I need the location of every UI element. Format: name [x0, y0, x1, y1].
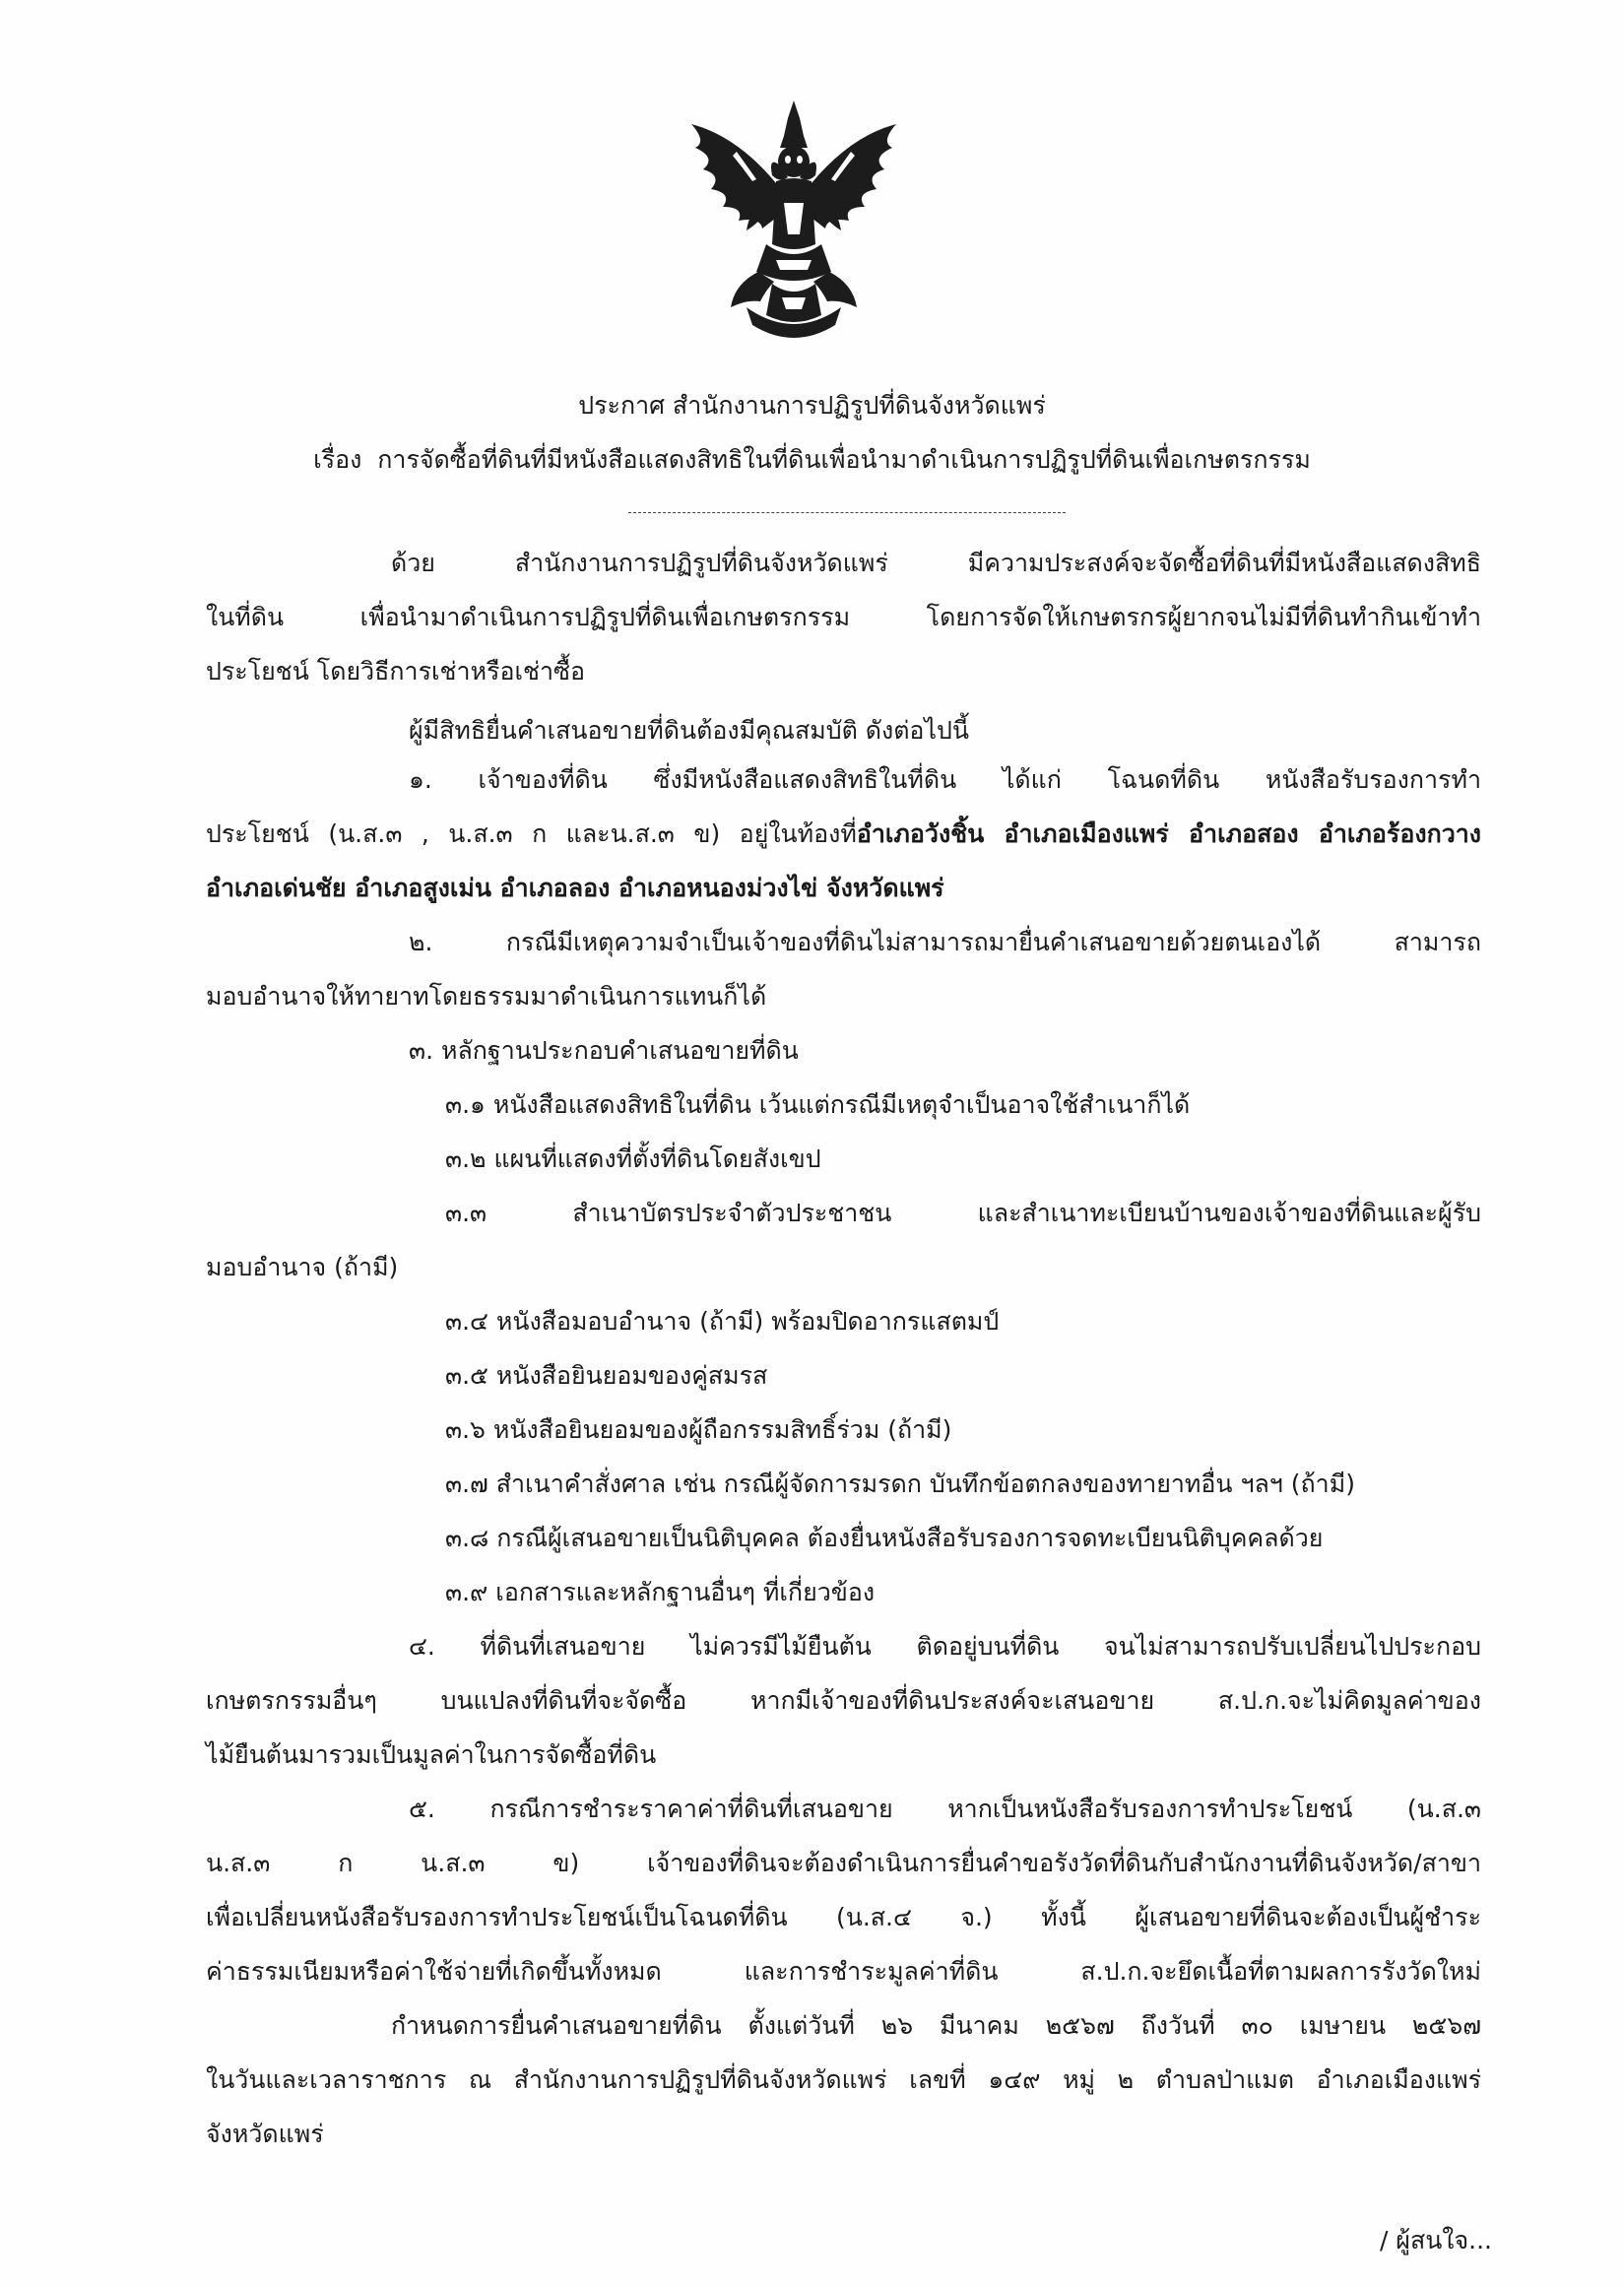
item5-line-1: ๕. กรณีการชำระราคาค่าที่ดินที่เสนอขาย หากเป็นหนังสือรับรองการทำประโยชน์ (น.ส.๓: [409, 1795, 1481, 1823]
item2-line-1: ๒. กรณีมีเหตุความจำเป็นเจ้าของที่ดินไม่สามารถมายื่นคำเสนอขายด้วยตนเองได้ สามารถ: [409, 928, 1481, 956]
item3-sub-1: ๓.๑ หนังสือแสดงสิทธิในที่ดิน เว้นแต่กรณีมีเหตุจำเป็นอาจใช้สำเนาก็ได้: [445, 1090, 1191, 1119]
announcement-subject: [0, 443, 1624, 477]
item5-line-3: เพื่อเปลี่ยนหนังสือรับรองการทำประโยชน์เป็นโฉนดที่ดิน (น.ส.๔ จ.) ทั้งนี้ ผู้เสนอขายที่ดินจะต้องเป็นผู้ชำระ: [206, 1903, 1481, 1931]
item1-line-2-plain: ประโยชน์ (น.ส.๓ , น.ส.๓ ก และน.ส.๓ ข) อยู่ในท้องที่: [206, 819, 857, 848]
item3-sub-4: ๓.๔ หนังสือมอบอำนาจ (ถ้ามี) พร้อมปิดอากรแสตมป์: [445, 1307, 1000, 1336]
item5-line-4: ค่าธรรมเนียมหรือค่าใช้จ่ายที่เกิดขึ้นทั้งหมด และการชำระมูลค่าที่ดิน ส.ป.ก.จะยึดเนื้อที่ตามผลการรังวัดใหม่: [206, 1957, 1481, 1986]
item3-sub-2: ๓.๒ แผนที่แสดงที่ตั้งที่ดินโดยสังเขป: [445, 1144, 821, 1173]
continuation-marker: / ผู้สนใจ...: [1379, 2226, 1492, 2254]
qualifications-heading: ผู้มีสิทธิยื่นคำเสนอขายที่ดินต้องมีคุณสมบัติ ดังต่อไปนี้: [409, 716, 969, 745]
header-separator: [628, 512, 1066, 513]
item2-line-2: มอบอำนาจให้ทายาทโดยธรรมมาดำเนินการแทนก็ได้: [206, 982, 767, 1011]
schedule-line-3: จังหวัดแพร่: [206, 2120, 324, 2148]
item4-line-1: ๔. ที่ดินที่เสนอขาย ไม่ควรมีไม้ยืนต้น ติดอยู่บนที่ดิน จนไม่สามารถปรับเปลี่ยนไปประกอบ: [409, 1632, 1481, 1661]
intro-line-1: ด้วย สำนักงานการปฏิรูปที่ดินจังหวัดแพร่ มีความประสงค์จะจัดซื้อที่ดินที่มีหนังสือแสดงสิทธิ: [391, 549, 1481, 577]
subject-text: การจัดซื้อที่ดินที่มีหนังสือแสดงสิทธิในที่ดินเพื่อนำมาดำเนินการปฏิรูปที่ดินเพื่อเกษตรกรรม: [377, 445, 1311, 474]
schedule-line-2: ในวันและเวลาราชการ ณ สำนักงานการปฏิรูปที่ดินจังหวัดแพร่ เลขที่ ๑๔๙ หมู่ ๒ ตำบลป่าแมต อำเภอเมืองแพร่: [206, 2065, 1481, 2094]
item3-sub-6: ๓.๖ หนังสือยินยอมของผู้ถือกรรมสิทธิ์ร่วม (ถ้ามี): [445, 1415, 952, 1444]
announcement-title: ประกาศ สำนักงานการปฏิรูปที่ดินจังหวัดแพร่: [578, 391, 1046, 420]
item3-sub-3-line-1: ๓.๓ สำเนาบัตรประจำตัวประชาชน และสำเนาทะเบียนบ้านของเจ้าของที่ดินและผู้รับ: [445, 1199, 1481, 1227]
item3-sub-8: ๓.๘ กรณีผู้เสนอขายเป็นนิติบุคคล ต้องยื่นหนังสือรับรองการจดทะเบียนนิติบุคคลด้วย: [445, 1524, 1324, 1552]
subject-label: เรื่อง: [313, 445, 362, 474]
item3-sub-5: ๓.๕ หนังสือยินยอมของคู่สมรส: [445, 1361, 768, 1390]
intro-line-2: ในที่ดิน เพื่อนำมาดำเนินการปฏิรูปที่ดินเพื่อเกษตรกรรม โดยการจัดให้เกษตรกรผู้ยากจนไม่มีที่ดินทำกินเข้าทำ: [206, 603, 1481, 631]
item4-line-2: เกษตรกรรมอื่นๆ บนแปลงที่ดินที่จะจัดซื้อ หากมีเจ้าของที่ดินประสงค์จะเสนอขาย ส.ป.ก.จะไม่คิดมูลค่าของ: [206, 1686, 1481, 1715]
item5-line-2: น.ส.๓ ก น.ส.๓ ข) เจ้าของที่ดินจะต้องดำเนินการยื่นคำขอรังวัดที่ดินกับสำนักงานที่ดินจังหวัด/สาขา: [206, 1849, 1481, 1877]
item3-sub-7: ๓.๗ สำเนาคำสั่งศาล เช่น กรณีผู้จัดการมรดก บันทึกข้อตกลงของทายาทอื่น ฯลฯ (ถ้ามี): [445, 1470, 1355, 1498]
item1-districts-a: อำเภอวังชิ้น อำเภอเมืองแพร่ อำเภอสอง อำเภอร้องกวาง: [856, 819, 1481, 848]
item1-line-2: [206, 817, 1481, 851]
schedule-line-1: กำหนดการยื่นคำเสนอขายที่ดิน ตั้งแต่วันที่ ๒๖ มีนาคม ๒๕๖๗ ถึงวันที่ ๓๐ เมษายน ๒๕๖๗: [391, 2011, 1481, 2040]
item1-line-3: [206, 872, 944, 905]
item1-line-1: ๑. เจ้าของที่ดิน ซึ่งมีหนังสือแสดงสิทธิในที่ดิน ได้แก่ โฉนดที่ดิน หนังสือรับรองการทำ: [409, 765, 1481, 794]
item3-sub-3-line-2: มอบอำนาจ (ถ้ามี): [206, 1253, 399, 1281]
item4-line-3: ไม้ยืนต้นมารวมเป็นมูลค่าในการจัดซื้อที่ดิน: [206, 1740, 657, 1769]
item3-sub-9: ๓.๙ เอกสารและหลักฐานอื่นๆ ที่เกี่ยวข้อง: [445, 1578, 876, 1606]
item3-heading: ๓. หลักฐานประกอบคำเสนอขายที่ดิน: [409, 1036, 799, 1065]
intro-line-3: ประโยชน์ โดยวิธีการเช่าหรือเช่าซื้อ: [206, 657, 586, 686]
garuda-emblem-icon: [678, 97, 910, 353]
item1-districts-b: อำเภอเด่นชัย อำเภอสูงเม่น อำเภอลอง อำเภอหนองม่วงไข่ จังหวัดแพร่: [206, 874, 944, 902]
